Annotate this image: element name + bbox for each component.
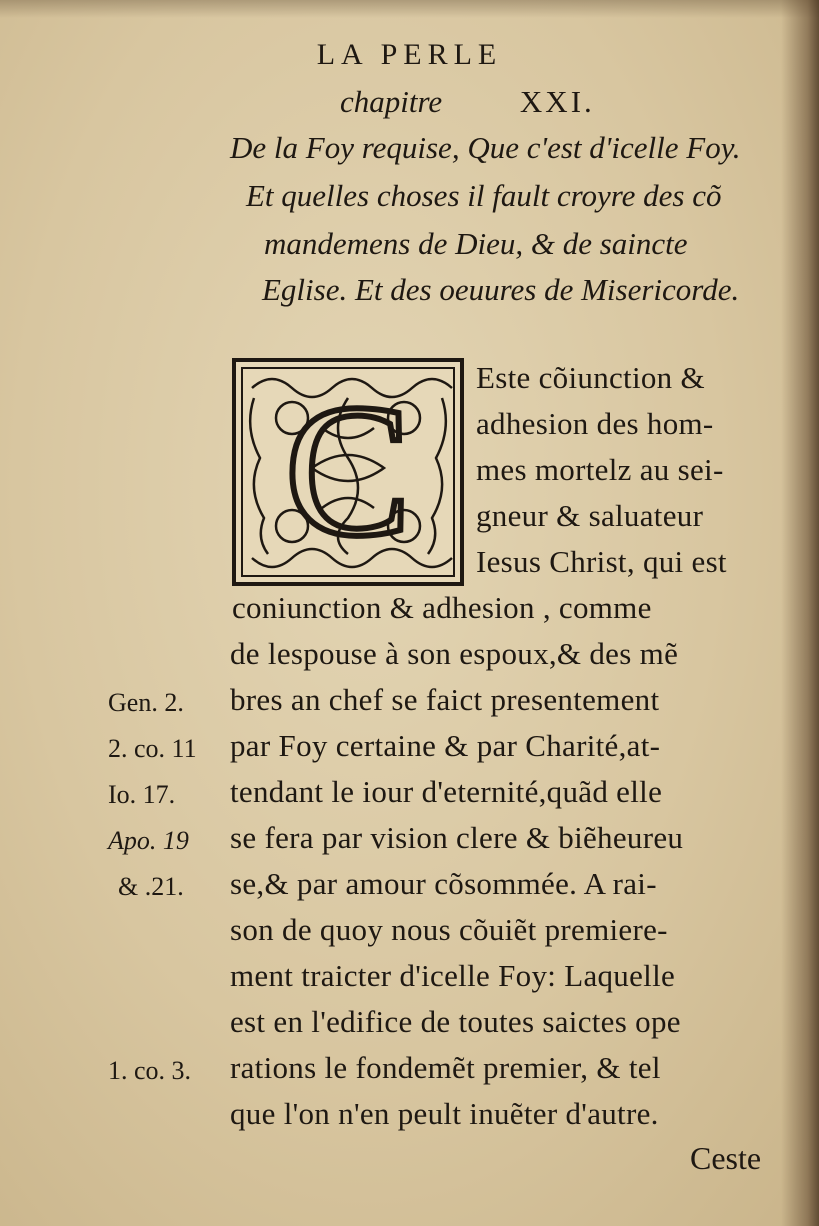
margin-note: & .21. <box>118 872 184 901</box>
text-line: coniunction & adhesion , comme <box>232 590 652 625</box>
margin-note: Io. 17. <box>108 780 176 809</box>
text-line: par Foy certaine & par Charité,at- <box>230 728 661 763</box>
text-line: bres an chef se faict presentement <box>230 682 660 717</box>
title-line: Eglise. Et des oeuures de Misericorde. <box>262 272 740 307</box>
margin-note: Gen. 2. <box>108 688 184 717</box>
page-top-shadow <box>0 0 819 18</box>
margin-note: 2. co. 11 <box>108 734 197 763</box>
chapter-word: chapitre <box>340 84 443 119</box>
margin-note: 1. co. 3. <box>108 1056 192 1085</box>
chapter-number: XXI. <box>519 84 595 119</box>
chapter-heading <box>340 84 595 120</box>
text-line: adhesion des hom- <box>476 406 714 441</box>
dropcap-letter: C <box>284 366 412 576</box>
text-line: mes mortelz au sei- <box>476 452 724 487</box>
text-line: rations le fondemẽt premier, & tel <box>230 1050 661 1085</box>
margin-note: Apo. 19 <box>108 826 189 855</box>
text-line: tendant le iour d'eternité,quãd elle <box>230 774 663 809</box>
decorated-initial-c <box>232 358 464 586</box>
text-line: de lespouse à son espoux,& des mẽ <box>230 636 679 671</box>
text-line: ment traicter d'icelle Foy: Laquelle <box>230 958 676 993</box>
text-line: que l'on n'en peult inuẽter d'autre. <box>230 1096 659 1131</box>
running-head: LA PERLE <box>316 38 503 71</box>
text-line: Este cõiunction & <box>476 360 705 395</box>
title-line: Et quelles choses il fault croyre des cõ <box>246 178 722 213</box>
text-line: gneur & saluateur <box>476 498 704 533</box>
text-line: se fera par vision clere & biẽheureu <box>230 820 684 855</box>
text-line: Iesus Christ, qui est <box>476 544 727 579</box>
title-line: mandemens de Dieu, & de saincte <box>264 226 688 261</box>
text-line: son de quoy nous cõuiẽt premiere- <box>230 912 668 947</box>
text-line: se,& par amour cõsommée. A rai- <box>230 866 657 901</box>
text-line: est en l'edifice de toutes saictes ope <box>230 1004 681 1039</box>
catchword: Ceste <box>690 1140 762 1176</box>
title-line: De la Foy requise, Que c'est d'icelle Foy. <box>230 130 741 165</box>
